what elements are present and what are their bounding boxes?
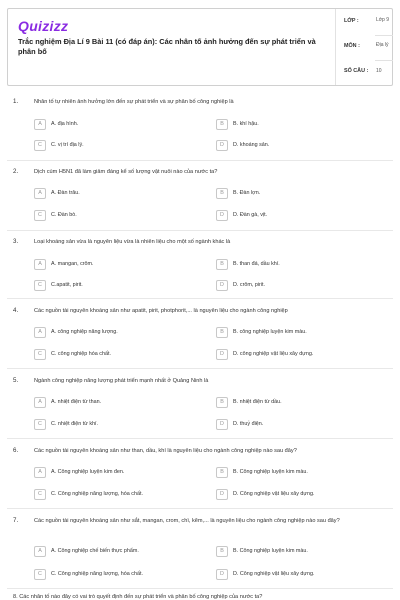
divider (7, 298, 393, 299)
option-letter-box: D (216, 210, 228, 221)
option-text: B. Công nghiệp luyện kim màu. (233, 469, 308, 475)
question-text: Nhân tố tự nhiên ảnh hưởng lớn đến sự phát triển và sự phân bố công nghiệp là (34, 99, 234, 105)
divider (7, 230, 393, 231)
question-text: Loại khoáng sản vừa là nguyên liệu vừa là nhiên liệu cho một số ngành khác là (34, 239, 231, 245)
count-label: SỐ CÂU : (344, 68, 369, 74)
option-a[interactable] (34, 258, 94, 270)
option-b[interactable] (216, 118, 259, 130)
option-letter-box: D (216, 569, 228, 580)
option-text: D. crôm, pirit. (233, 282, 266, 288)
option-d[interactable] (216, 279, 265, 291)
page-title: Trắc nghiệm Địa Lí 9 Bài 11 (có đáp án): Các nhân tố ảnh hưởng đến sự phát triển và phân bố (18, 37, 316, 56)
option-letter-box: C (34, 489, 46, 500)
option-b[interactable] (216, 187, 260, 199)
option-text: C. Công nghiệp năng lượng, hóa chất. (51, 571, 143, 577)
option-d[interactable] (216, 348, 313, 360)
option-text: A. mangan, crôm. (51, 261, 94, 267)
option-c[interactable] (34, 418, 98, 430)
question-text: Các nguồn tài nguyên khoáng sản như apatit, pirit, photphorit,... là nguyên liệu cho ngành công nghiệp (34, 308, 288, 314)
divider (7, 508, 393, 509)
option-b[interactable] (216, 466, 308, 478)
question-text: Các nguồn tài nguyên khoáng sản như than, dầu, khí là nguyên liệu cho ngành công nghiệp nào sau đây? (34, 448, 297, 454)
option-letter-box: A (34, 546, 46, 557)
option-text: D. Công nghiệp vật liệu xây dựng. (233, 491, 315, 497)
option-text: B. than đá, dầu khí. (233, 261, 280, 267)
option-text: A. Đàn trâu. (51, 190, 80, 196)
option-letter-box: C (34, 280, 46, 291)
option-letter-box: C (34, 419, 46, 430)
option-text: D. Đàn gà, vịt. (233, 212, 268, 218)
option-letter-box: B (216, 327, 228, 338)
option-b[interactable] (216, 545, 308, 557)
option-text: C.apatit, pirit. (51, 282, 83, 288)
option-text: C. Đàn bò. (51, 212, 77, 218)
divider (7, 368, 393, 369)
option-text: D. Công nghiệp vật liệu xây dựng. (233, 571, 315, 577)
divider (7, 438, 393, 439)
question-number: 7. (13, 517, 19, 524)
option-letter-box: A (34, 188, 46, 199)
option-text: A. nhiệt điện từ than. (51, 399, 102, 405)
option-text: B. nhiệt điện từ dầu. (233, 399, 282, 405)
option-c[interactable] (34, 139, 84, 151)
question-text: Ngành công nghiệp năng lượng phát triển mạnh nhất ở Quảng Ninh là (34, 378, 209, 384)
option-a[interactable] (34, 187, 80, 199)
question-number: 3. (13, 238, 19, 245)
option-letter-box: A (34, 397, 46, 408)
option-d[interactable] (216, 568, 315, 580)
option-text: A. Công nghiệp luyện kim đen. (51, 469, 125, 475)
option-b[interactable] (216, 326, 307, 338)
option-text: B. khí hậu. (233, 121, 259, 127)
count-value: 10 (376, 68, 382, 74)
divider (7, 160, 393, 161)
option-text: C. Công nghiệp năng lượng, hóa chất. (51, 491, 143, 497)
quiz-header (7, 8, 393, 86)
option-c[interactable] (34, 348, 111, 360)
option-letter-box: B (216, 119, 228, 130)
option-letter-box: C (34, 569, 46, 580)
option-text: D. thuỷ điện. (233, 421, 264, 427)
option-letter-box: D (216, 489, 228, 500)
option-text: A. địa hình. (51, 121, 79, 127)
option-letter-box: C (34, 140, 46, 151)
meta-divider (335, 9, 336, 85)
question-text: Các nguồn tài nguyên khoáng sản như sắt, mangan, crom, chì, kẽm,... là nguyên liệu cho ngành công nghiệp nào sau đây? (34, 518, 340, 524)
option-a[interactable] (34, 396, 101, 408)
option-letter-box: B (216, 397, 228, 408)
meta-line (375, 35, 393, 36)
option-letter-box: A (34, 467, 46, 478)
option-text: C. vị trí địa lý. (51, 142, 84, 148)
option-d[interactable] (216, 209, 267, 221)
question-8-partial: 8. Các nhân tố nào đây có vai trò quyết định đến sự phát triển và phân bố công nghiệp của nước ta? (13, 594, 263, 600)
class-value: Lớp 9 (376, 17, 390, 23)
option-text: C. công nghiệp hóa chất. (51, 351, 111, 357)
option-text: B. công nghiệp luyện kim màu. (233, 329, 307, 335)
option-c[interactable] (34, 209, 77, 221)
subject-label: MÔN : (344, 43, 360, 49)
option-letter-box: B (216, 188, 228, 199)
option-a[interactable] (34, 545, 139, 557)
option-letter-box: C (34, 349, 46, 360)
option-a[interactable] (34, 326, 118, 338)
option-a[interactable] (34, 118, 78, 130)
option-text: B. Công nghiệp luyện kim màu. (233, 548, 308, 554)
question-number: 1. (13, 98, 19, 105)
option-b[interactable] (216, 258, 280, 270)
option-d[interactable] (216, 488, 315, 500)
option-letter-box: A (34, 119, 46, 130)
option-b[interactable] (216, 396, 282, 408)
option-d[interactable] (216, 418, 263, 430)
question-number: 4. (13, 307, 19, 314)
option-letter-box: D (216, 280, 228, 291)
option-letter-box: A (34, 327, 46, 338)
option-a[interactable] (34, 466, 124, 478)
option-c[interactable] (34, 568, 143, 580)
meta-line (375, 60, 393, 61)
option-text: A. Công nghiệp chế biến thực phẩm. (51, 548, 139, 554)
option-letter-box: D (216, 140, 228, 151)
option-letter-box: B (216, 546, 228, 557)
quizizz-logo: Quizizz (18, 18, 69, 34)
option-c[interactable] (34, 279, 83, 291)
option-text: D. công nghiệp vật liệu xây dựng. (233, 351, 314, 357)
question-text: Dịch cúm H5N1 đã làm giảm đáng kể số lượng vật nuôi nào của nước ta? (34, 169, 218, 175)
question-number: 2. (13, 168, 19, 175)
question-number: 6. (13, 447, 19, 454)
option-letter-box: D (216, 349, 228, 360)
class-label: LỚP : (344, 18, 359, 24)
option-d[interactable] (216, 139, 269, 151)
option-letter-box: C (34, 210, 46, 221)
option-c[interactable] (34, 488, 143, 500)
option-text: A. công nghiệp năng lượng. (51, 329, 118, 335)
option-text: B. Đàn lợn. (233, 190, 261, 196)
option-text: D. khoáng sản. (233, 142, 270, 148)
option-text: C. nhiệt điện từ khí. (51, 421, 99, 427)
option-letter-box: B (216, 259, 228, 270)
option-letter-box: A (34, 259, 46, 270)
divider (7, 588, 393, 589)
option-letter-box: B (216, 467, 228, 478)
subject-value: Địa lý (376, 42, 389, 48)
option-letter-box: D (216, 419, 228, 430)
question-number: 5. (13, 377, 19, 384)
